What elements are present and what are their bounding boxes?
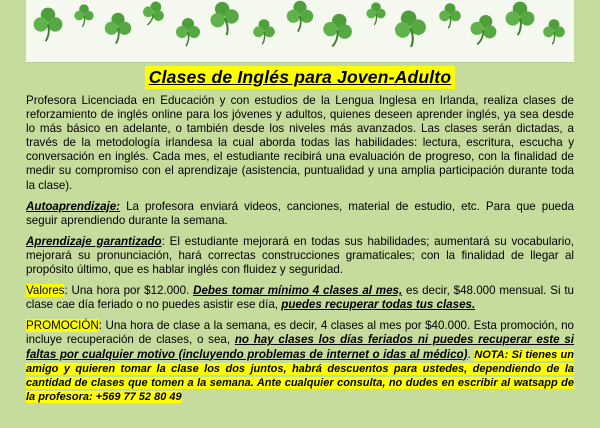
valores-paragraph [26, 284, 574, 312]
promocion-text-2: . [467, 347, 475, 361]
shamrock-icon [34, 8, 63, 42]
shamrock-icon [206, 0, 243, 38]
aprendizaje-paragraph [26, 235, 574, 277]
valores-text-2: es decir, $48.000 mensual. Si tu clase cae día feriado o no puedes asistir ese día, [26, 284, 574, 312]
autoaprendizaje-text: La profesora enviará videos, canciones, material de estudio, etc. Para que pueda seguir aprendiendo durante la semana. [26, 199, 574, 227]
shamrock-icon [439, 3, 461, 28]
shamrock-icon [105, 13, 131, 44]
shamrock-icon [320, 11, 354, 49]
shamrock-icon [74, 4, 93, 26]
shamrock-icon [253, 19, 275, 44]
page-title: Clases de Inglés para Joven-Adulto [145, 66, 455, 89]
aprendizaje-label: Aprendizaje garantizado [26, 234, 162, 248]
autoaprendizaje-paragraph [26, 200, 574, 228]
shamrock-icon [176, 18, 200, 46]
shamrock-icon [392, 8, 429, 49]
aprendizaje-text: : El estudiante mejorará en todas sus habilidades; aumentará su vocabulario, mejorará su pronunciación, hará correctas construcciones gramaticales; con la finalidad de llegar al propósito último, que es hablar inglés con fluidez y seguridad. [26, 234, 575, 277]
valores-emphasis-1: Debes tomar mínimo 4 clases al mes, [193, 284, 403, 298]
autoaprendizaje-label: Autoaprendizaje: [26, 199, 121, 213]
flyer-body [26, 94, 574, 411]
shamrock-icon [139, 0, 168, 29]
shamrock-icon [543, 19, 565, 44]
shamrock-icon [506, 2, 535, 36]
promocion-nota: NOTA: Si tienes un amigo y quieren tomar la clase los dos juntos, habrá descuentos para ustedes, dependiendo de la cantidad de clases que tomen a la semana. Ante cualquier consulta, no dudes en escribir al watsapp de la profesora: +569 77 52 80 49 [26, 348, 574, 403]
shamrock-icon [467, 12, 500, 49]
intro-paragraph: Profesora Licenciada en Educación y con estudios de la Lengua Inglesa en Irlanda, realiza clases de reforzamiento de inglés online para los jóvenes y adultos, quienes deseen aprender inglés, ya sea desde lo más básico en adelante, o también desde los niveles más avanzados. Las clases serán dictadas, a través de la metodología irlandesa la cual aborda todas las habilidades: lectura, escritura, escucha y conversación en inglés. Cada mes, el estudiante recibirá una evaluación de progreso, con la finalidad de medir su compromiso con el aprendizaje (asistencia, puntualidad y una amplia participación durante toda la clase). [26, 94, 574, 192]
promocion-emphasis: no hay clases los días feriados ni puedes recuperar este si faltas por cualquier motivo (incluyendo problemas de internet o idas al médico) [26, 333, 574, 361]
valores-emphasis-2: puedes recuperar todas tus clases. [281, 298, 476, 312]
promocion-text-1: : Una hora de clase a la semana, es decir, 4 clases al mes por $40.000. Esta promoción, no incluye recuperación de clases, o sea, [26, 319, 574, 347]
promocion-paragraph [26, 319, 574, 404]
shamrock-icon [366, 2, 385, 24]
shamrock-banner [26, 0, 574, 63]
shamrock-icon [287, 1, 313, 32]
valores-text-1: : Una hora por $12.000. [64, 284, 194, 298]
promocion-label: PROMOCIÓN [26, 319, 99, 333]
valores-label: Valores [26, 284, 65, 298]
shamrock-border [26, 0, 574, 62]
